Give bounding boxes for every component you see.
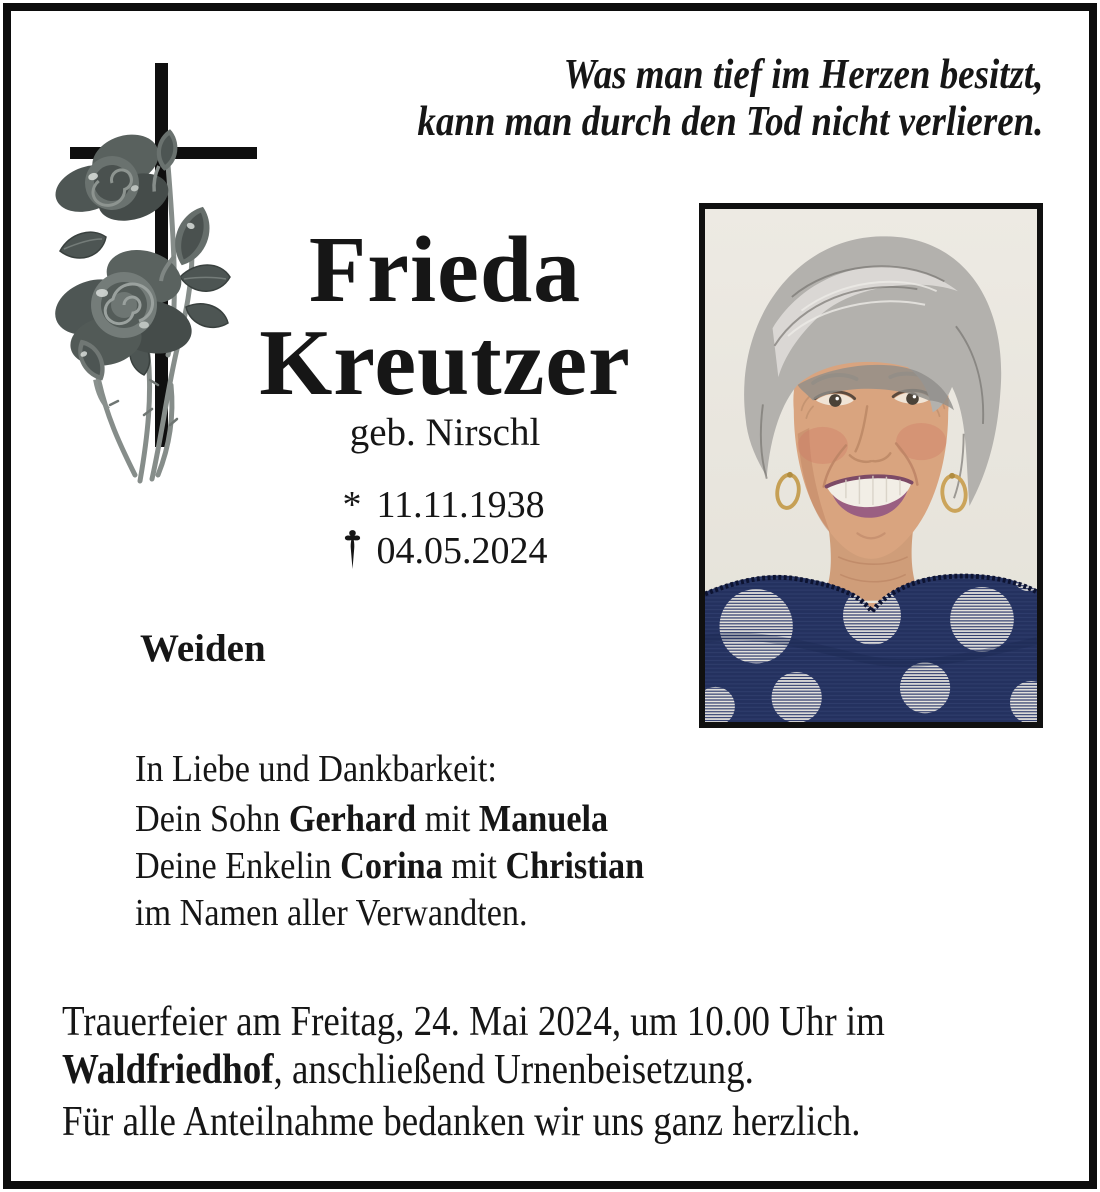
birth-date-line	[343, 484, 545, 526]
family-line-grandchild	[135, 843, 644, 890]
conjunction-1: mit	[424, 798, 471, 840]
portrait-photo	[699, 203, 1043, 728]
family-block	[135, 746, 644, 937]
family-lines	[135, 796, 644, 937]
funeral-info	[62, 998, 885, 1146]
name-block	[230, 218, 660, 574]
grandchild-partner-name: Christian	[505, 845, 645, 887]
death-date-line	[343, 530, 548, 572]
son-partner-name: Manuela	[478, 798, 609, 840]
funeral-announcement	[62, 998, 885, 1094]
family-line-son	[135, 796, 644, 843]
family-intro: In Liebe und Dankbarkeit:	[135, 748, 497, 790]
residence: Weiden	[140, 627, 266, 670]
epigraph-line1: Was man tief im Herzen besitzt,	[563, 52, 1043, 98]
deceased-last-name: Kreutzer	[259, 311, 631, 415]
funeral-line2-rest: , anschließend Urnenbeisetzung.	[273, 1047, 754, 1093]
epigraph-line2: kann man durch den Tod nicht verlieren.	[416, 99, 1043, 145]
thanks-line: Für alle Anteilnahme bedanken wir uns ganz herzlich.	[62, 1099, 861, 1145]
family-closing: im Namen aller Verwandten.	[135, 892, 528, 934]
grandchild-name: Corina	[340, 845, 443, 887]
deceased-first-name: Frieda	[308, 218, 582, 322]
grandchild-prefix: Deine Enkelin	[135, 845, 332, 887]
maiden-name: geb. Nirschl	[349, 411, 541, 454]
conjunction-2: mit	[451, 845, 497, 887]
funeral-line1: Trauerfeier am Freitag, 24. Mai 2024, um 10.00 Uhr im	[62, 999, 885, 1045]
life-dates	[230, 482, 660, 574]
death-date: 04.05.2024	[376, 530, 548, 572]
birth-symbol: *	[342, 484, 362, 526]
death-cross-icon	[343, 528, 377, 574]
birth-date: 11.11.1938	[376, 484, 545, 526]
son-prefix: Dein Sohn	[135, 798, 281, 840]
epigraph	[417, 52, 1043, 146]
portrait-illustration	[705, 209, 1037, 722]
funeral-location: Waldfriedhof	[62, 1047, 274, 1093]
son-name: Gerhard	[288, 798, 417, 840]
